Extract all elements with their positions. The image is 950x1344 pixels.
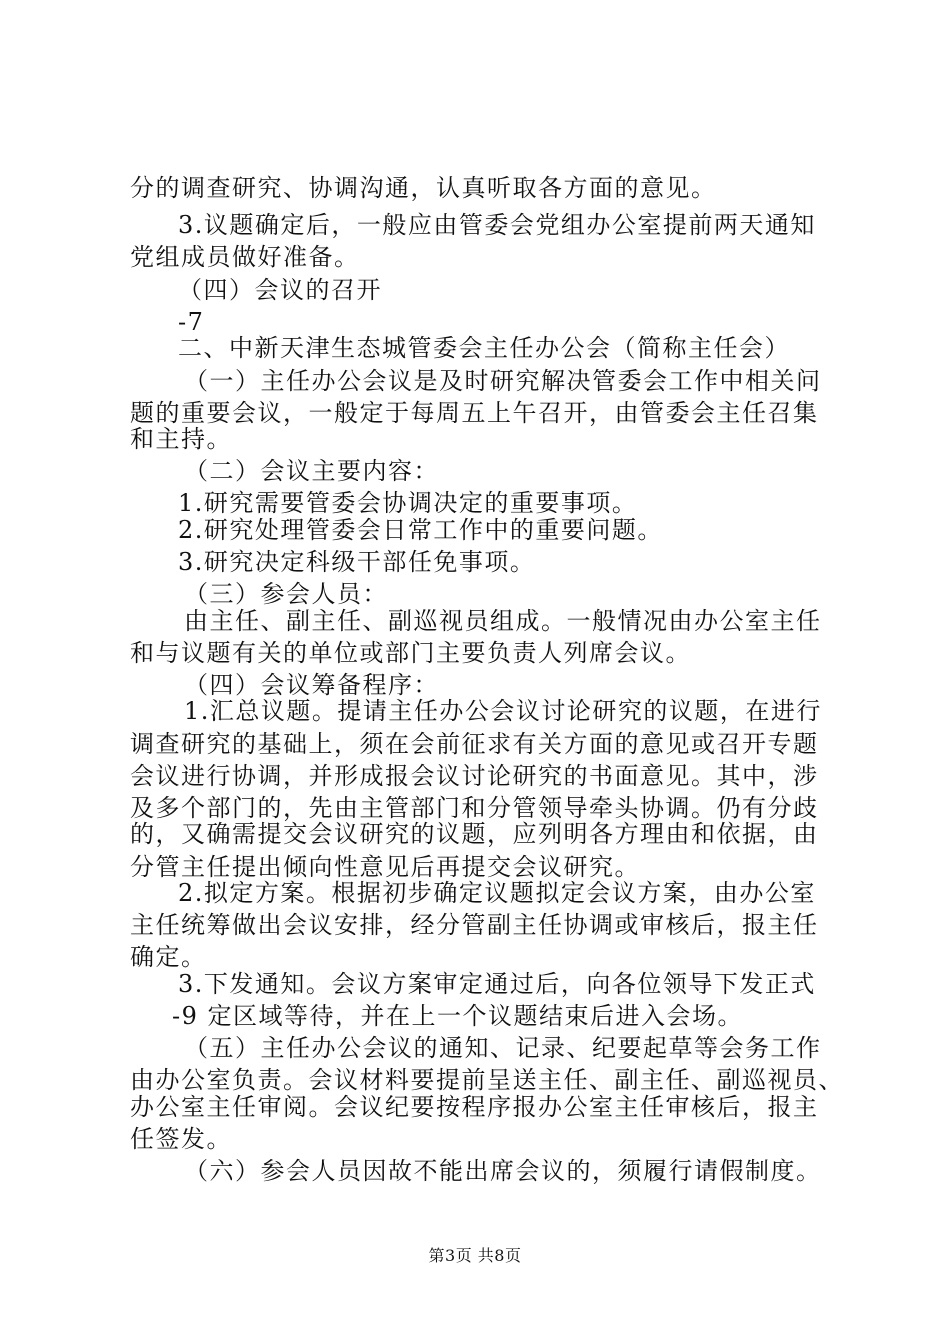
list-item: 2.研究处理管委会日常工作中的重要问题。 — [178, 516, 663, 544]
text-line: 由办公室负责。会议材料要提前呈送主任、副主任、副巡视员、 — [130, 1066, 844, 1094]
text-line: 及多个部门的，先由主管部门和分管领导牵头协调。仍有分歧 — [130, 794, 819, 822]
text-line: 由主任、副主任、副巡视员组成。一般情况由办公室主任 — [184, 607, 822, 635]
text-line: 3.下发通知。会议方案审定通过后，向各位领导下发正式 — [178, 970, 816, 998]
text-line: 和主持。 — [130, 425, 232, 453]
text-line: 2.拟定方案。根据初步确定议题拟定会议方案，由办公室 — [178, 879, 816, 907]
section-heading: （四）会议的召开 — [178, 276, 382, 304]
text-line: （五）主任办公会议的通知、记录、纪要起草等会务工作 — [184, 1034, 822, 1062]
text-line: 会议进行协调，并形成报会议讨论研究的书面意见。其中，涉 — [130, 762, 819, 790]
list-item: 3.研究决定科级干部任免事项。 — [178, 548, 536, 576]
text-line: 任签发。 — [130, 1125, 232, 1153]
section-heading: （四）会议筹备程序： — [184, 671, 439, 699]
text-line: 办公室主任审阅。会议纪要按程序报办公室主任审核后，报主 — [130, 1093, 819, 1121]
text-line: （六）参会人员因故不能出席会议的，须履行请假制度。 — [184, 1157, 822, 1185]
text-line: 确定。 — [130, 943, 207, 971]
text-line: （一）主任办公会议是及时研究解决管委会工作中相关问 — [184, 367, 822, 395]
list-item: 1.研究需要管委会协调决定的重要事项。 — [178, 489, 638, 517]
section-heading: （三）参会人员： — [184, 580, 388, 608]
text-line: 党组成员做好准备。 — [130, 243, 360, 271]
page-marker: -7 — [178, 308, 205, 336]
text-line: 主任统筹做出会议安排，经分管副主任协调或审核后，报主任 — [130, 911, 819, 939]
page-footer: 第3页 共8页 — [428, 1246, 522, 1265]
section-heading: （二）会议主要内容： — [184, 457, 439, 485]
text-line: 和与议题有关的单位或部门主要负责人列席会议。 — [130, 639, 691, 667]
chapter-heading: 二、中新天津生态城管委会主任办公会（简称主任会） — [178, 334, 790, 362]
text-line: -9 定区域等待，并在上一个议题结束后进入会场。 — [172, 1002, 744, 1030]
text-line: 分管主任提出倾向性意见后再提交会议研究。 — [130, 853, 640, 881]
text-line: 的，又确需提交会议研究的议题，应列明各方理由和依据，由 — [130, 820, 819, 848]
text-line: 1.汇总议题。提请主任办公会议讨论研究的议题，在进行 — [184, 697, 822, 725]
text-line: 题的重要会议，一般定于每周五上午召开，由管委会主任召集 — [130, 399, 819, 427]
text-line: 分的调查研究、协调沟通，认真听取各方面的意见。 — [130, 174, 717, 202]
text-line: 3.议题确定后，一般应由管委会党组办公室提前两天通知 — [178, 211, 816, 239]
text-line: 调查研究的基础上，须在会前征求有关方面的意见或召开专题 — [130, 730, 819, 758]
